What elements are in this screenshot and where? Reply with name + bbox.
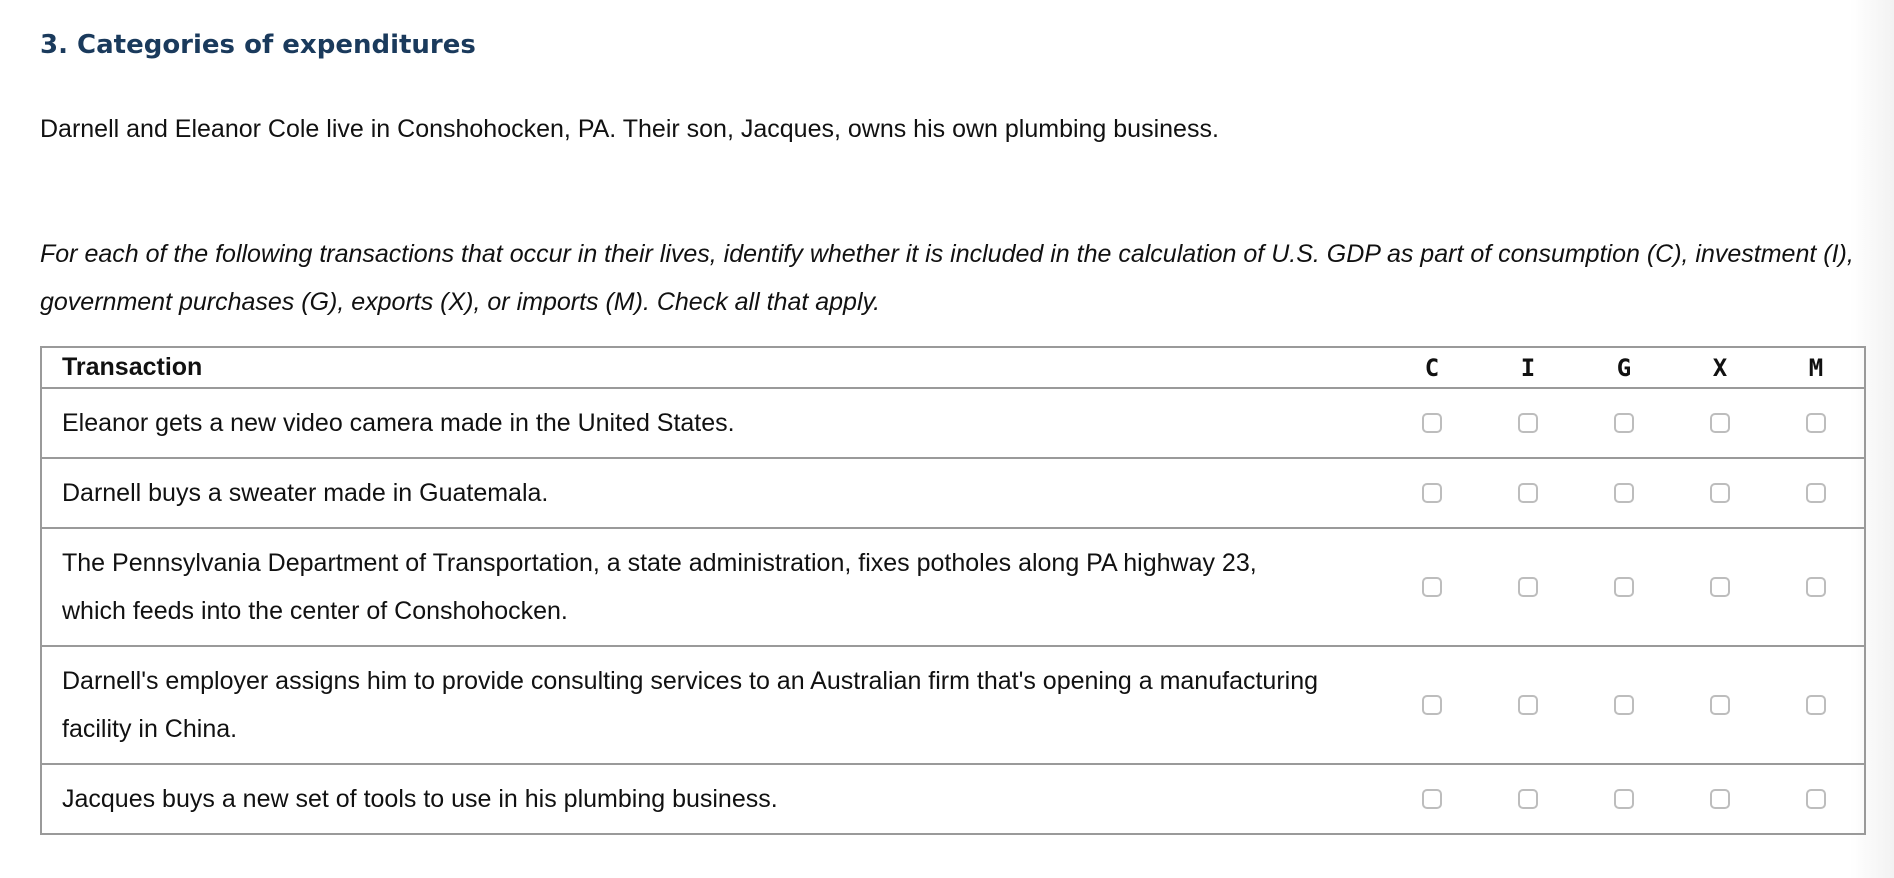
checkbox-g[interactable] bbox=[1614, 577, 1634, 597]
checkbox-x[interactable] bbox=[1710, 483, 1730, 503]
checkbox-m[interactable] bbox=[1806, 483, 1826, 503]
table-row bbox=[42, 457, 1864, 527]
checkbox-i[interactable] bbox=[1518, 413, 1538, 433]
transaction-text: Darnell buys a sweater made in Guatemala. bbox=[62, 479, 549, 507]
checkbox-c[interactable] bbox=[1422, 695, 1442, 715]
column-header-g: G bbox=[1616, 353, 1632, 382]
checkbox-c[interactable] bbox=[1422, 577, 1442, 597]
column-header-x: X bbox=[1712, 353, 1728, 382]
table-row bbox=[42, 387, 1864, 457]
checkbox-m[interactable] bbox=[1806, 577, 1826, 597]
table-row bbox=[42, 645, 1864, 763]
column-header-i: I bbox=[1520, 353, 1536, 382]
transaction-text: Jacques buys a new set of tools to use in his plumbing business. bbox=[62, 785, 778, 813]
checkbox-i[interactable] bbox=[1518, 695, 1538, 715]
checkbox-m[interactable] bbox=[1806, 413, 1826, 433]
checkbox-x[interactable] bbox=[1710, 413, 1730, 433]
checkbox-m[interactable] bbox=[1806, 695, 1826, 715]
checkbox-i[interactable] bbox=[1518, 577, 1538, 597]
transaction-text: Darnell's employer assigns him to provide consulting services to an Australian firm that's opening a manufacturing facility in China. bbox=[62, 667, 1319, 743]
table-header-row bbox=[42, 348, 1864, 387]
checkbox-c[interactable] bbox=[1422, 413, 1442, 433]
instructions-paragraph: For each of the following transactions that occur in their lives, identify whether it is included in the calculation of U.S. GDP as part of consumption (C), investment (I), government purchases (G), exports (X), or imports (M). Check all that apply. bbox=[40, 240, 1854, 316]
column-header-m: M bbox=[1808, 353, 1824, 382]
checkbox-c[interactable] bbox=[1422, 483, 1442, 503]
column-header-c: C bbox=[1424, 353, 1440, 382]
checkbox-i[interactable] bbox=[1518, 483, 1538, 503]
checkbox-m[interactable] bbox=[1806, 789, 1826, 809]
checkbox-x[interactable] bbox=[1710, 695, 1730, 715]
checkbox-g[interactable] bbox=[1614, 695, 1634, 715]
checkbox-i[interactable] bbox=[1518, 789, 1538, 809]
transaction-column-header: Transaction bbox=[62, 353, 203, 381]
checkbox-g[interactable] bbox=[1614, 483, 1634, 503]
table-row bbox=[42, 763, 1864, 833]
transactions-table bbox=[40, 346, 1866, 835]
checkbox-x[interactable] bbox=[1710, 789, 1730, 809]
transaction-text: Eleanor gets a new video camera made in the United States. bbox=[62, 409, 735, 437]
intro-paragraph: Darnell and Eleanor Cole live in Conshohocken, PA. Their son, Jacques, owns his own plumbing business. bbox=[40, 115, 1219, 143]
checkbox-g[interactable] bbox=[1614, 789, 1634, 809]
table-row bbox=[42, 527, 1864, 645]
checkbox-x[interactable] bbox=[1710, 577, 1730, 597]
checkbox-g[interactable] bbox=[1614, 413, 1634, 433]
transaction-text: The Pennsylvania Department of Transportation, a state administration, fixes potholes along PA highway 23, which feeds into the center of Conshohocken. bbox=[62, 549, 1257, 625]
checkbox-c[interactable] bbox=[1422, 789, 1442, 809]
section-heading: 3. Categories of expenditures bbox=[40, 30, 476, 60]
